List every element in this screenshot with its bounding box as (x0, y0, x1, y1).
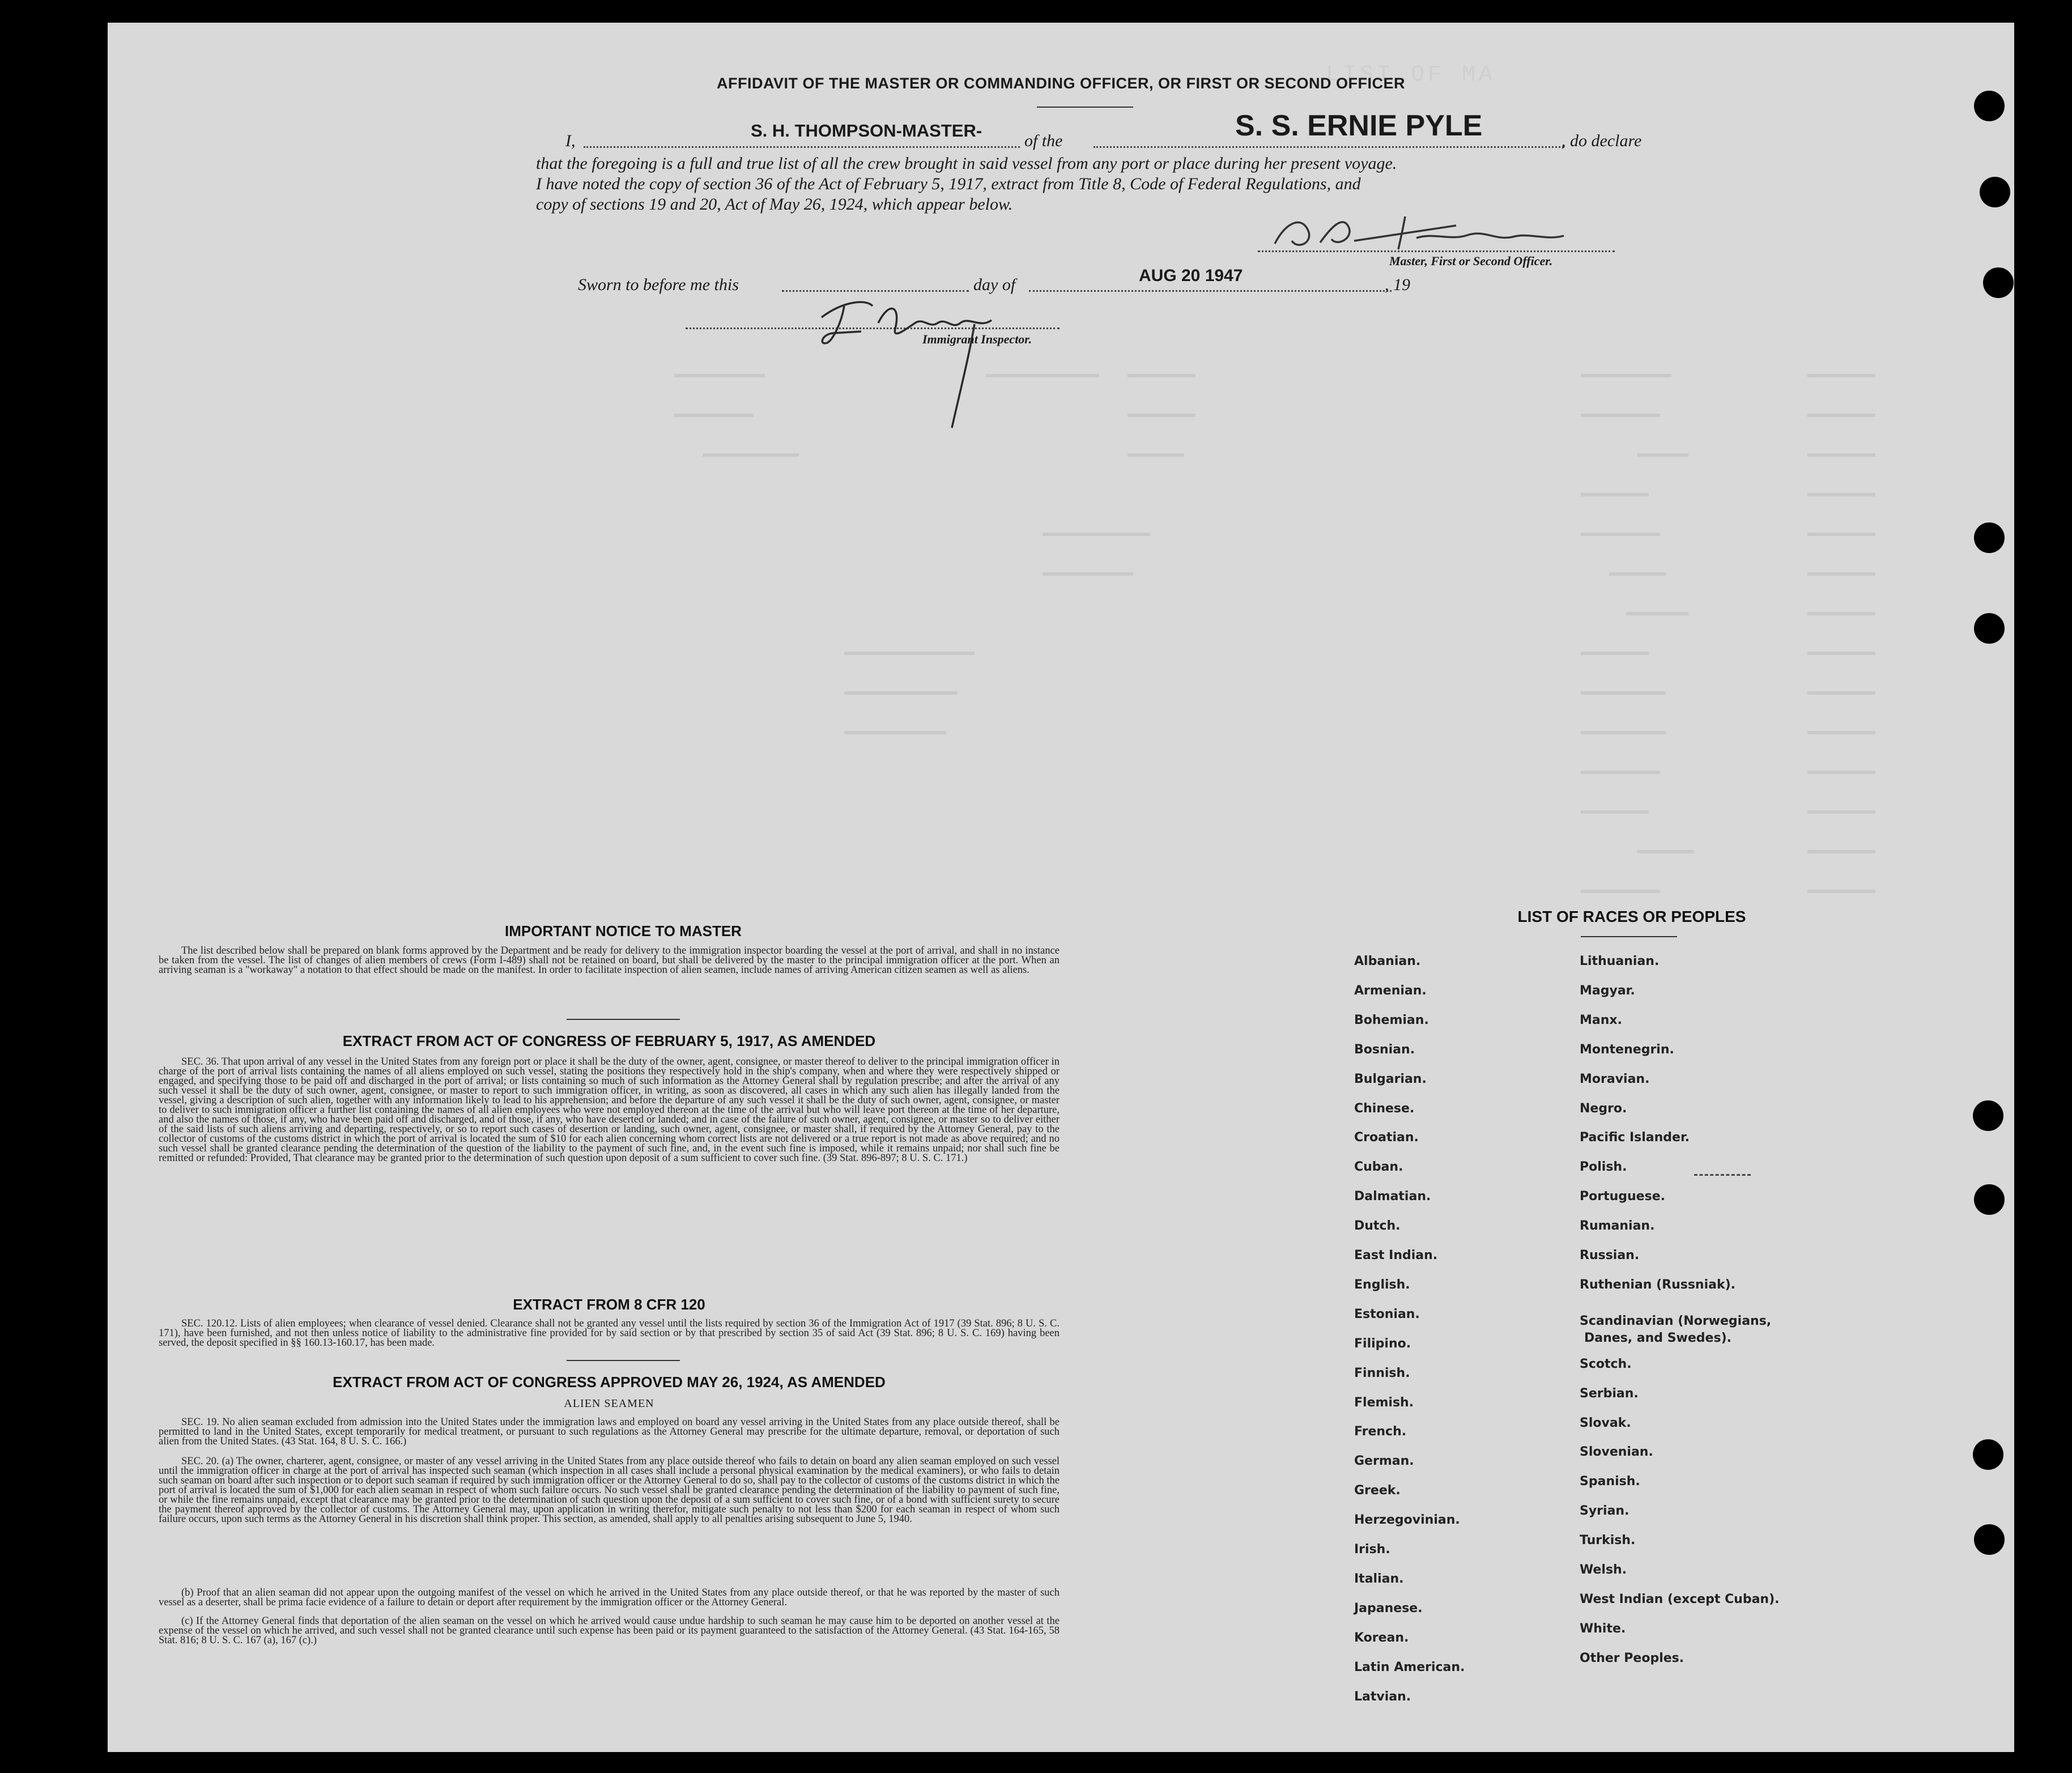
race-item: Dutch. (1354, 1219, 1401, 1234)
race-item: Rumanian. (1580, 1219, 1655, 1234)
master-signature (1269, 210, 1598, 255)
extract-cfr-body: SEC. 120.12. Lists of alien employees; when clearance of vessel denied. Clearance shall not be granted any vessel until the lists required by section 36 of the Immigration Act of 1917 (39 Stat. 896; 8 U. S. C. 171), have been furnished, and not then unless notice of liability to the administrative fine provided for by said section or by that prescribed by section 35 of said Act (39 Stat. 896; 8 U. S. C. 169) having been served, the deposit specified in §§ 160.13-160.17, has been made. (159, 1318, 1060, 1349)
race-item: Estonian. (1354, 1307, 1420, 1321)
race-item: Scandinavian (Norwegians, (1580, 1313, 1772, 1328)
extract-1924-title: EXTRACT FROM ACT OF CONGRESS APPROVED MAY 26, 1924, AS AMENDED (333, 1374, 886, 1391)
i-label: I, (565, 131, 576, 150)
punch-hole (1974, 613, 2005, 644)
sworn-label: Sworn to before me this (578, 275, 739, 294)
affidavit-line-2: I have noted the copy of section 36 of the Act of February 5, 1917, extract from Title 8, Code of Federal Regulations, and (536, 175, 1361, 193)
document-page (108, 23, 2014, 1752)
master-caption: Master, First or Second Officer. (1389, 254, 1553, 268)
race-item: Armenian. (1354, 983, 1427, 998)
extract-1917-body: SEC. 36. That upon arrival of any vessel in the United States from any foreign port or place it shall be the duty of the owner, agent, consignee, or master thereof to deliver to the principal immigration officer in charge of the port of arrival lists containing the names of all aliens employed on such vessel, stating the positions they respectively hold in the ship's company, when and where they were respectively shipped or engaged, and specifying those to be paid off and discharged in the port of arrival; or lists containing so much of such information as the Attorney General shall by regulation prescribe; and after the arrival of any such vessel it shall be the duty of such owner, agent, consignee, or master to report to such immigration officer, in writing, as soon as discovered, all cases in which any such alien has illegally landed from the vessel, giving a description of such alien, together with any information likely to lead to his apprehension; and before the departure of any such vessel it shall be the duty of such owner, agent, consignee, or master to deliver to such immigration officer a further list containing the names of all alien employees who were not employed thereon at the time of the arrival but who will leave port thereon at the time of her departure, and also the names of those, if any, who have been paid off and discharged, and of those, if any, who have deserted or landed; and in case of the failure of such owner, agent, consignee, or master so to deliver either of the said lists of such aliens arriving and departing, respectively, or so to report such cases of desertion or landing, such owner, agent, consignee, or master shall, if required by the Attorney General, pay to the collector of customs of the customs district in which the port of arrival is located the sum of $10 for each alien concerning whom correct lists are not delivered or a true report is not made as above required; and no such vessel shall be granted clearance pending the determination of the question of the liability to the payment of such fine, and, in the event such fine is imposed, while it remains unpaid; nor shall such fine be remitted or refunded: Provided, That clearance may be granted prior to the determination of such question upon deposit of a sum sufficient to cover such fine. (39 Stat. 896-897; 8 U. S. C. 171.) (159, 1056, 1060, 1164)
race-item: Slovak. (1580, 1415, 1631, 1430)
vessel-name: S. S. ERNIE PYLE (1235, 109, 1483, 142)
race-item: Bosnian. (1354, 1042, 1415, 1057)
race-item: Other Peoples. (1580, 1651, 1684, 1665)
race-item: Polish. (1580, 1160, 1627, 1175)
do-declare-label: , do declare (1562, 131, 1642, 150)
race-item: Cuban. (1354, 1160, 1403, 1175)
title-underline (1037, 107, 1133, 108)
affidavit-title: AFFIDAVIT OF THE MASTER OR COMMANDING OFFICER, OR FIRST OR SECOND OFFICER (717, 75, 1405, 92)
race-item: Albanian. (1354, 954, 1421, 968)
sec-20c: (c) If the Attorney General finds that deportation of the alien seaman on the vessel on which he arrived would cause undue hardship to such seaman he may cause him to be deported on another vessel at the expense of the vessel on which he arrived, and such vessel shall not be granted clearance until such expense has been paid or its payment guaranteed to the satisfaction of the Attorney General. (43 Stat. 164-165, 58 Stat. 816; 8 U. S. C. 167 (a), 167 (c).) (159, 1615, 1060, 1646)
race-item: English. (1354, 1277, 1410, 1292)
notice-title: IMPORTANT NOTICE TO MASTER (505, 922, 742, 939)
race-item: Irish. (1354, 1542, 1390, 1557)
punch-hole (1974, 522, 2005, 553)
vessel-line (1094, 146, 1564, 148)
race-item: Lithuanian. (1580, 954, 1660, 968)
punch-hole (1973, 1100, 2003, 1131)
extract-cfr-title: EXTRACT FROM 8 CFR 120 (513, 1296, 705, 1313)
race-item: Scotch. (1580, 1357, 1632, 1371)
race-item: Spanish. (1580, 1474, 1640, 1489)
race-item: Bulgarian. (1354, 1072, 1427, 1086)
race-item: Latvian. (1354, 1689, 1411, 1704)
race-item: East Indian. (1354, 1248, 1438, 1262)
of-the-label: of the (1024, 131, 1063, 150)
divider-1 (567, 1019, 680, 1020)
race-item: Ruthenian (Russniak). (1580, 1277, 1736, 1292)
race-item: Croatian. (1354, 1130, 1419, 1145)
declarant-name: S. H. THOMPSON-MASTER- (751, 121, 982, 141)
notice-body: The list described below shall be prepared on blank forms approved by the Department and be ready for delivery to the immigration inspector boarding the vessel at the port of arrival, and shall in no instance be taken from the vessel. The list of changes of alien members of crews (Form I-489) shall not be retained on board, but shall be delivered by the master to the principal immigration officer at the port. When an arriving seaman is a "workaway" a notation to that effect should be made on the manifest. In order to facilitate inspection of alien seamen, include names of arriving American citizen seamen as well as aliens. (159, 945, 1060, 976)
sec-20a: SEC. 20. (a) The owner, charterer, agent, consignee, or master of any vessel arriving in the United States from any place outside thereof who fails to detain on board any alien seaman employed on such vessel until the immigration officer in charge at the port of arrival has inspected such seaman (which inspection in all cases shall include a personal physical examination by the medical examiners), or who fails to detain such seaman on board after such inspection or to deport such seaman if required by such immigration officer or the Attorney General to do so, shall pay to the collector of customs of the customs district in which the port of arrival is located the sum of $1,000 for each alien seaman in respect of whom such failure occurs. No such vessel shall be granted clearance pending the determination of the liability to payment of such fine, or while the fine remains unpaid, except that clearance may be granted prior to the determination of such question upon the deposit of a sum sufficient to cover such fine, or of a bond with sufficient surety to secure the payment thereof approved by the collector of customs. The Attorney General may, upon application in writing therefor, mitigate such penalty to not less than $200 for each seaman in respect of whom such failure occurs, upon such terms as the Attorney General in his discretion shall think proper. This section, as amended, shall apply to all penalties arising subsequent to June 5, 1940. (159, 1456, 1060, 1525)
punch-hole (1974, 91, 2005, 121)
bleed-through-rows (618, 363, 1977, 986)
sec-19: SEC. 19. No alien seaman excluded from admission into the United States under the immigration laws and employed on board any vessel arriving in the United States from any place outside thereof, shall be permitted to land in the United States, except temporarily for medical treatment, or pursuant to such regulations as the Attorney General may prescribe for the ultimate departure, removal, or deportation of such alien from the United States. (43 Stat. 164, 8 U. S. C. 166.) (159, 1417, 1060, 1447)
extract-1917-title: EXTRACT FROM ACT OF CONGRESS OF FEBRUARY 5, 1917, AS AMENDED (342, 1032, 876, 1049)
race-item: Danes, and Swedes). (1584, 1330, 1731, 1345)
punch-hole (1974, 1524, 2005, 1555)
race-item: Latin American. (1354, 1660, 1465, 1674)
declarant-line (584, 146, 1020, 148)
race-item: Manx. (1580, 1013, 1622, 1027)
race-item: French. (1354, 1425, 1407, 1439)
punch-hole (1974, 1184, 2005, 1215)
affidavit-line-3: copy of sections 19 and 20, Act of May 26, 1924, which appear below. (536, 195, 1013, 214)
race-item: Syrian. (1580, 1504, 1629, 1519)
polish-mark (1694, 1174, 1751, 1176)
race-item: Korean. (1354, 1630, 1409, 1645)
date-stamp: AUG 20 1947 (1139, 266, 1243, 285)
race-item: Flemish. (1354, 1395, 1414, 1410)
race-item: Welsh. (1580, 1563, 1627, 1577)
race-item: German. (1354, 1454, 1414, 1469)
race-item: Greek. (1354, 1483, 1401, 1498)
race-item: Filipino. (1354, 1336, 1411, 1351)
race-item: Bohemian. (1354, 1013, 1429, 1027)
race-item: Russian. (1580, 1248, 1640, 1262)
extract-1924-subtitle: ALIEN SEAMEN (564, 1397, 654, 1410)
bleed-through: LIST OF MA (1326, 62, 1496, 88)
race-item: Chinese. (1354, 1101, 1415, 1116)
races-title: LIST OF RACES OR PEOPLES (1517, 908, 1746, 925)
race-item: Italian. (1354, 1571, 1404, 1586)
punch-hole (1980, 177, 2010, 207)
race-item: Montenegrin. (1580, 1042, 1674, 1057)
race-item: Magyar. (1580, 983, 1635, 998)
race-item: Serbian. (1580, 1386, 1639, 1401)
race-item: Slovenian. (1580, 1445, 1653, 1460)
sec-20b: (b) Proof that an alien seaman did not appear upon the outgoing manifest of the vessel on which he arrived in the United States from any place outside thereof, or that he was reported by the master of such vessel as a deserter, shall be prima facie evidence of a failure to detain or deport after requirement by the immigration officer or the Attorney General. (159, 1587, 1060, 1608)
year-prefix: , 19 (1385, 275, 1410, 294)
race-item: West Indian (except Cuban). (1580, 1592, 1780, 1606)
race-item: Turkish. (1580, 1533, 1636, 1548)
race-item: Herzegovinian. (1354, 1513, 1460, 1528)
race-item: Pacific Islander. (1580, 1130, 1690, 1145)
sworn-month-line (1029, 290, 1392, 292)
race-item: Negro. (1580, 1101, 1627, 1116)
race-item: White. (1580, 1621, 1626, 1636)
affidavit-line-1: that the foregoing is a full and true list of all the crew brought in said vessel from any port or place during her present voyage. (536, 154, 1397, 173)
divider-2 (567, 1360, 680, 1361)
race-item: Dalmatian. (1354, 1189, 1431, 1204)
day-of-label: day of (973, 275, 1016, 294)
race-item: Portuguese. (1580, 1189, 1665, 1204)
race-item: Finnish. (1354, 1366, 1410, 1380)
races-underline (1581, 936, 1677, 937)
race-item: Moravian. (1580, 1072, 1650, 1086)
punch-hole (1983, 267, 2014, 298)
race-item: Japanese. (1354, 1601, 1423, 1615)
inspector-caption: Immigrant Inspector. (922, 332, 1032, 346)
punch-hole (1973, 1439, 2003, 1470)
